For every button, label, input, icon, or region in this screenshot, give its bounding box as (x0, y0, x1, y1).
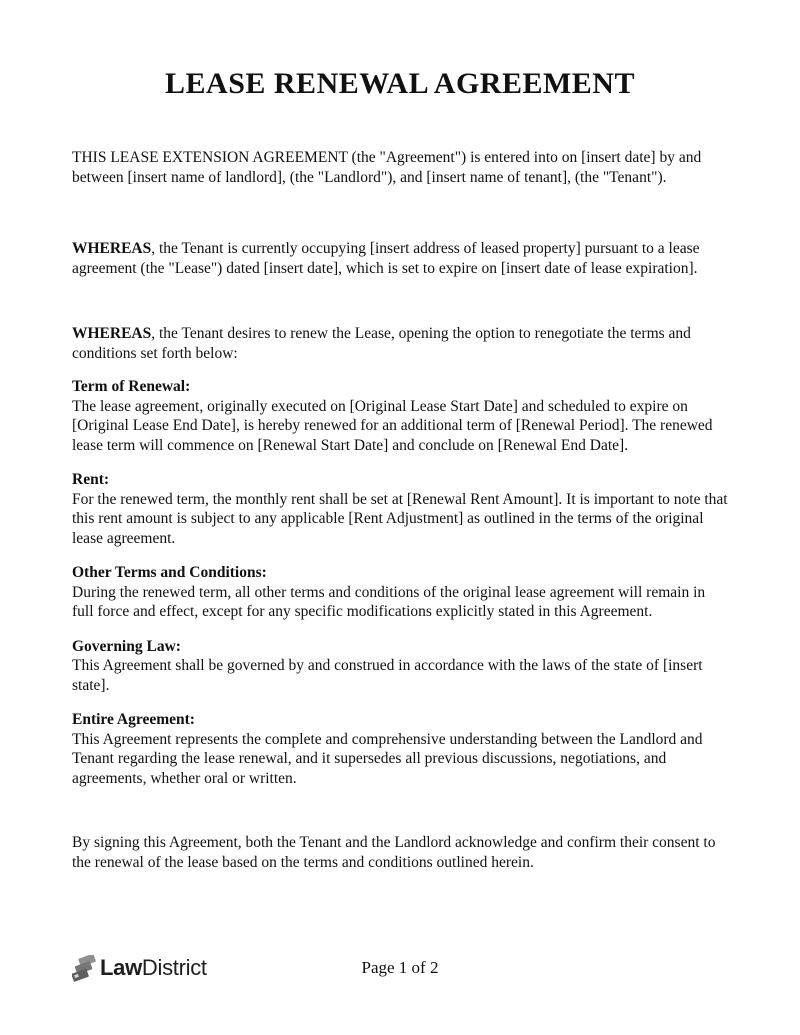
document-title: LEASE RENEWAL AGREEMENT (165, 67, 635, 100)
page-footer (72, 948, 728, 988)
logo-text-bold: Law (100, 955, 142, 980)
section-other-terms-heading: Other Terms and Conditions: (72, 564, 267, 581)
page-indicator: Page 1 of 2 (361, 958, 439, 977)
section-rent (72, 470, 728, 548)
section-entire-agreement-body: This Agreement represents the complete and comprehensive understanding between the Landlord and Tenant regarding the lease renewal, and it supersedes all previous discussions, negotiations, and agreements, whether oral or written. (72, 730, 703, 787)
section-entire-agreement-heading: Entire Agreement: (72, 711, 195, 728)
section-governing-law-heading: Governing Law: (72, 637, 181, 655)
intro-paragraph: THIS LEASE EXTENSION AGREEMENT (the "Agreement") is entered into on [insert date] by and between [insert name of landlord], (the "Landlord"), and [insert name of tenant], (the "Tenant"). (72, 149, 702, 186)
whereas-occupancy-lead: WHEREAS (72, 240, 152, 257)
section-rent-body: For the renewed term, the monthly rent shall be set at [Renewal Rent Amount]. It is important to note that this rent amount is subject to any applicable [Rent Adjustment] as outlined in the terms of the original lease agreement. (72, 490, 728, 547)
section-other-terms (72, 563, 728, 622)
whereas-occupancy-paragraph (72, 239, 728, 278)
section-term-of-renewal (72, 377, 728, 455)
section-governing-law-body: This Agreement shall be governed by and construed in accordance with the laws of the state of [insert state]. (72, 657, 703, 694)
section-term-of-renewal-heading: Term of Renewal: (72, 378, 191, 395)
whereas-occupancy-text: , the Tenant is currently occupying [insert address of leased property] pursuant to a lease agreement (the "Lease") dated [insert date], which is set to expire on [insert date of lease expiration]. (72, 240, 700, 277)
lawdistrict-logo-text (100, 955, 207, 981)
section-term-of-renewal-body: The lease agreement, originally executed on [Original Lease Start Date] and scheduled to expire on [Original Lease End Date], is hereby renewed for an additional term of [Renewal Period]. The renewed lease term will commence on [Renewal Start Date] and conclude on [Renewal End Date]. (72, 397, 713, 454)
lawdistrict-logo (72, 955, 207, 982)
section-rent-heading: Rent: (72, 471, 110, 488)
document-page (72, 0, 728, 872)
whereas-renewal-paragraph (72, 324, 728, 363)
closing-paragraph: By signing this Agreement, both the Tenant and the Landlord acknowledge and confirm their consent to the renewal of the lease based on the terms and conditions outlined herein. (72, 834, 716, 871)
section-governing-law (72, 637, 728, 696)
section-entire-agreement (72, 710, 728, 788)
section-other-terms-body: During the renewed term, all other terms and conditions of the original lease agreement will remain in full force and effect, except for any specific modifications explicitly stated in this Agreement. (72, 583, 706, 620)
whereas-renewal-text: , the Tenant desires to renew the Lease, opening the option to renegotiate the terms and conditions set forth below: (72, 325, 691, 362)
whereas-renewal-lead: WHEREAS (72, 325, 152, 342)
layered-cards-icon (72, 955, 97, 982)
logo-text-regular: District (141, 955, 207, 980)
